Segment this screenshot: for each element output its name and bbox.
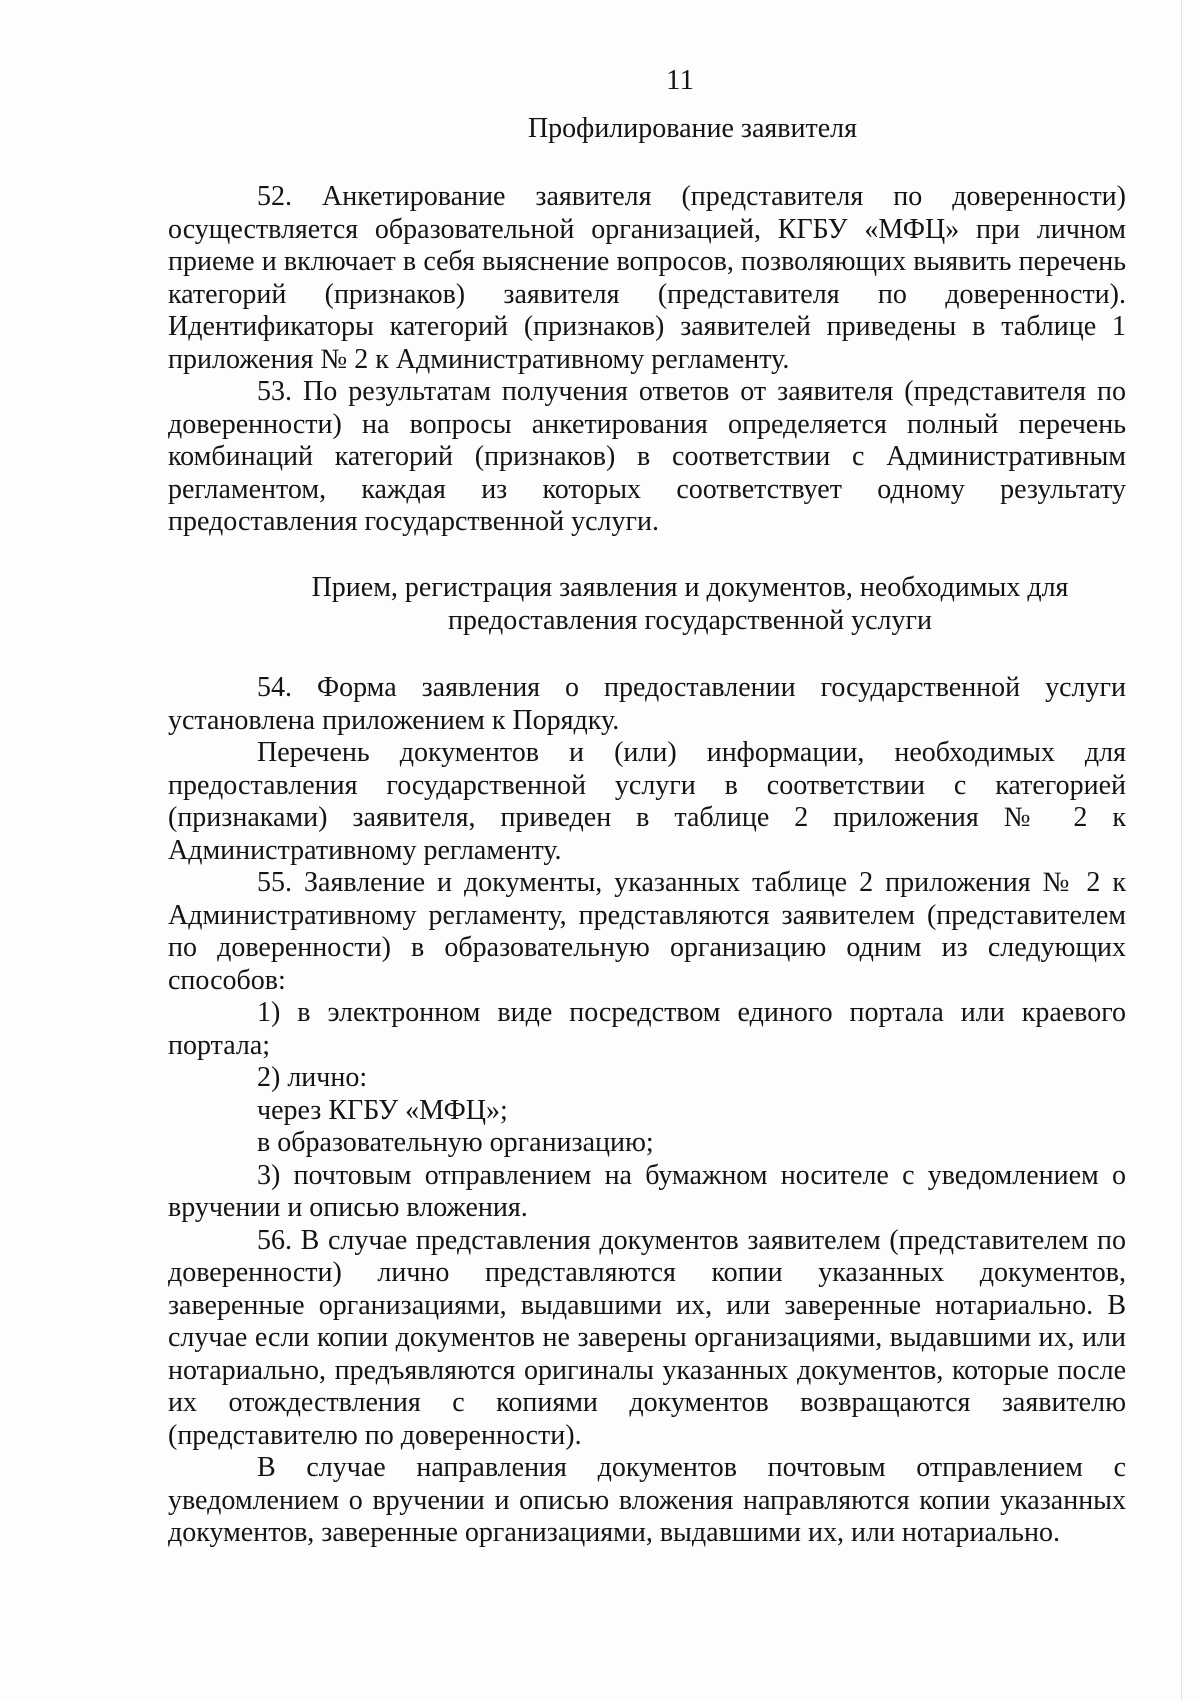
list-item-in-person: 2) лично: (257, 1062, 368, 1093)
scan-edge-line (1181, 0, 1182, 1700)
paragraph-54: 54. Форма заявления о предоставлении государственной услуги установлена приложением к Порядку. (168, 672, 1126, 736)
paragraph-document-list: Перечень документов и (или) информации, необходимых для предоставления государственной услуги в соответствии с категорией (признаками) заявителя, приведен в таблице 2 приложения № 2 к Административному регламенту. (168, 737, 1126, 866)
paragraph-55: 55. Заявление и документы, указанных таблице 2 приложения № 2 к Административному регламенту, представляются заявителем (представителем по доверенности) в образовательную организацию одним из следующих способов: (168, 867, 1126, 996)
list-item-postal: 3) почтовым отправлением на бумажном носителе с уведомлением о вручении и описью вложения. (168, 1159, 1126, 1223)
section-body-reception (168, 672, 1126, 1550)
list-subitem-organization: в образовательную организацию; (257, 1127, 654, 1158)
page-number: 11 (666, 64, 694, 96)
section-title-reception: Прием, регистрация заявления и документов, необходимых для предоставления государственной услуги (311, 572, 1069, 636)
paragraph-53: 53. По результатам получения ответов от заявителя (представителя по доверенности) на вопросы анкетирования определяется полный перечень комбинаций категорий (признаков) в соответствии с Административным регламентом, каждая из которых соответствует одному результату предоставления государственной услуги. (168, 376, 1126, 537)
section-title-profiling: Профилирование заявителя (527, 113, 858, 144)
list-subitem-mfc: через КГБУ «МФЦ»; (257, 1094, 508, 1126)
section-body-profiling (168, 181, 1126, 539)
paragraph-56: 56. В случае представления документов заявителем (представителем по доверенности) лично представляются копии указанных документов, заверенные организациями, выдавшими их, или заверенные нотариально. В случае если копии документов не заверены организациями, выдавшими их, или нотариально, предъявляются оригиналы указанных документов, которые после их отождествления с копиями документов возвращаются заявителю (представителю по доверенности). (168, 1224, 1126, 1451)
paragraph-52: 52. Анкетирование заявителя (представителя по доверенности) осуществляется образовательной организацией, КГБУ «МФЦ» при личном приеме и включает в себя выяснение вопросов, позволяющих выявить перечень категорий (признаков) заявителя (представителя по доверенности). Идентификаторы категорий (признаков) заявителей приведены в таблице 1 приложения № 2 к Административному регламенту. (168, 181, 1126, 375)
paragraph-postal-copies: В случае направления документов почтовым отправлением с уведомлением о вручении и описью вложения направляются копии указанных документов, заверенные организациями, выдавшими их, или нотариально. (168, 1452, 1126, 1548)
list-item-electronic: 1) в электронном виде посредством единого портала или краевого портала; (168, 997, 1126, 1061)
